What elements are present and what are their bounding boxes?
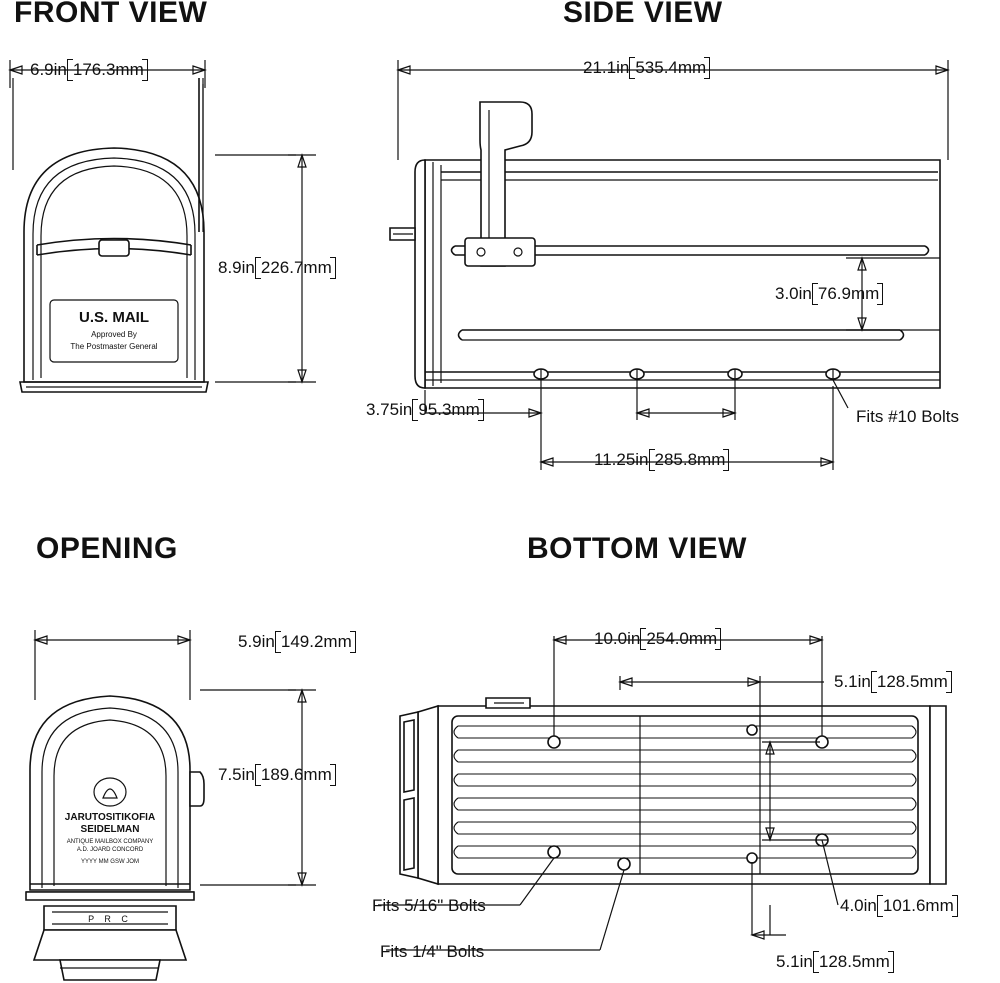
front-plate-line3: The Postmaster General (70, 342, 158, 351)
opening-bottom-mark: P R C (88, 914, 132, 924)
opening-view-drawing (26, 630, 316, 980)
front-view-drawing (10, 60, 316, 392)
front-plate-line1: U.S. MAIL (79, 309, 149, 326)
opening-plate-line5: YYYY MM GSW JOM (81, 859, 139, 865)
note-fits-516-bolts: Fits 5/16" Bolts (372, 896, 486, 915)
dim-side-height: 3.0in 76.9mm (775, 284, 883, 304)
front-plate-line2: Approved By (91, 330, 137, 339)
dim-side-bolt-span: 11.25in 285.8mm (594, 450, 729, 470)
opening-plate-line2: SEIDELMAN (80, 824, 140, 835)
dim-opening-height: 7.5in 189.6mm (218, 765, 336, 785)
front-view-title: FRONT VIEW (14, 0, 208, 29)
opening-plate-line1: JARUTOSITIKOFIA (64, 812, 156, 823)
dim-front-width: 6.9in 176.3mm (30, 60, 148, 80)
dim-bottom-span-40: 4.0in 101.6mm (840, 896, 958, 916)
dim-side-length: 21.1in 535.4mm (583, 58, 710, 78)
note-fits-10-bolts: Fits #10 Bolts (856, 407, 959, 426)
dim-bottom-span-51-upper: 5.1in 128.5mm (834, 672, 952, 692)
bottom-view-title: BOTTOM VIEW (527, 532, 747, 565)
opening-view-title: OPENING (36, 532, 178, 565)
dim-opening-width: 5.9in 149.2mm (238, 632, 356, 652)
dim-bottom-span-10: 10.0in 254.0mm (594, 629, 721, 649)
dim-bottom-span-51-lower: 5.1in 128.5mm (776, 952, 894, 972)
dim-side-bolt-offset: 3.75in 95.3mm (366, 400, 484, 420)
dim-front-height: 8.9in 226.7mm (218, 258, 336, 278)
note-fits-14-bolts: Fits 1/4" Bolts (380, 942, 485, 961)
opening-plate-line4: A.D. JOARD CONCORD (76, 847, 144, 853)
side-view-title: SIDE VIEW (563, 0, 723, 29)
opening-plate-line3: ANTIQUE MAILBOX COMPANY (66, 839, 154, 845)
